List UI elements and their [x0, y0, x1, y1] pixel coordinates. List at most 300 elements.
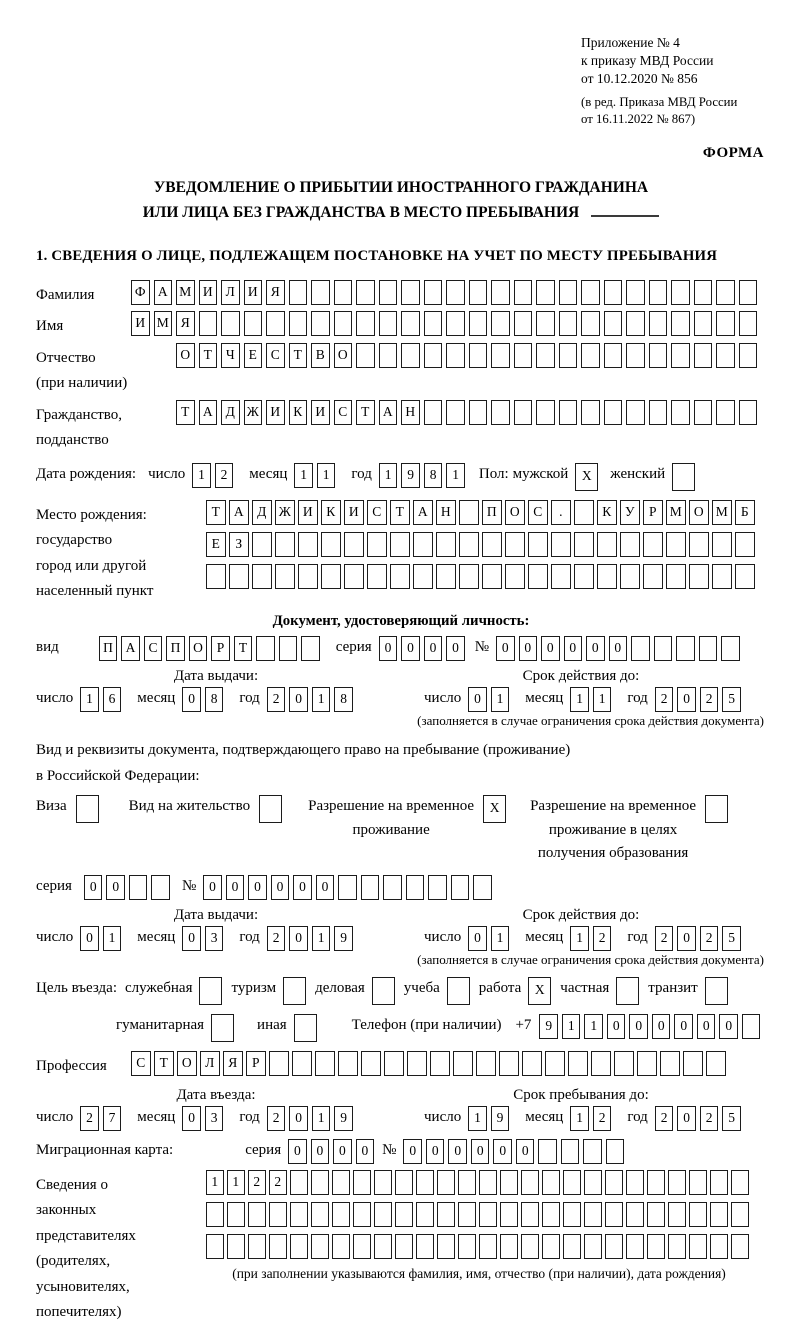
char-cell[interactable]: X — [483, 795, 506, 823]
entry-day-boxes[interactable] — [80, 1106, 125, 1131]
doc-expiry-year-boxes[interactable] — [655, 687, 745, 712]
char-cell[interactable]: 0 — [677, 1106, 696, 1131]
edu-residence-checkbox[interactable] — [705, 795, 728, 823]
char-cell[interactable] — [536, 311, 555, 336]
char-cell[interactable] — [649, 311, 668, 336]
char-cell[interactable]: 0 — [424, 636, 443, 661]
char-cell[interactable]: 2 — [593, 926, 612, 951]
char-cell[interactable] — [321, 564, 341, 589]
char-cell[interactable]: 9 — [539, 1014, 558, 1039]
char-cell[interactable] — [453, 1051, 473, 1076]
char-cell[interactable] — [482, 532, 502, 557]
char-cell[interactable] — [542, 1202, 560, 1227]
patronymic-boxes[interactable] — [176, 343, 761, 368]
char-cell[interactable] — [338, 875, 357, 900]
char-cell[interactable] — [436, 564, 456, 589]
char-cell[interactable] — [436, 532, 456, 557]
char-cell[interactable]: П — [166, 636, 185, 661]
char-cell[interactable] — [384, 1051, 404, 1076]
char-cell[interactable] — [311, 1234, 329, 1259]
residence-number-boxes[interactable] — [203, 875, 496, 900]
char-cell[interactable]: 2 — [80, 1106, 99, 1131]
char-cell[interactable] — [597, 564, 617, 589]
char-cell[interactable] — [559, 280, 578, 305]
char-cell[interactable]: 1 — [103, 926, 122, 951]
char-cell[interactable]: Ж — [275, 500, 295, 525]
char-cell[interactable] — [290, 1170, 308, 1195]
char-cell[interactable] — [199, 311, 218, 336]
citizenship-boxes[interactable] — [176, 400, 761, 425]
char-cell[interactable] — [626, 1234, 644, 1259]
char-cell[interactable]: 0 — [607, 1014, 626, 1039]
char-cell[interactable]: Я — [266, 280, 285, 305]
char-cell[interactable] — [735, 564, 755, 589]
char-cell[interactable]: 0 — [564, 636, 583, 661]
char-cell[interactable]: 0 — [379, 636, 398, 661]
char-cell[interactable] — [568, 1051, 588, 1076]
temp-residence-checkbox[interactable] — [483, 795, 506, 823]
char-cell[interactable] — [538, 1139, 557, 1164]
char-cell[interactable] — [311, 1202, 329, 1227]
char-cell[interactable] — [227, 1202, 245, 1227]
char-cell[interactable]: 6 — [103, 687, 122, 712]
char-cell[interactable]: 0 — [471, 1139, 490, 1164]
char-cell[interactable]: 5 — [722, 687, 741, 712]
char-cell[interactable] — [269, 1051, 289, 1076]
char-cell[interactable] — [689, 564, 709, 589]
char-cell[interactable] — [430, 1051, 450, 1076]
char-cell[interactable] — [275, 532, 295, 557]
char-cell[interactable] — [390, 564, 410, 589]
char-cell[interactable]: 1 — [446, 463, 465, 488]
char-cell[interactable] — [521, 1170, 539, 1195]
char-cell[interactable] — [514, 311, 533, 336]
char-cell[interactable]: Т — [199, 343, 218, 368]
char-cell[interactable] — [637, 1051, 657, 1076]
char-cell[interactable] — [528, 564, 548, 589]
char-cell[interactable]: 2 — [700, 926, 719, 951]
char-cell[interactable]: 0 — [697, 1014, 716, 1039]
char-cell[interactable]: 2 — [593, 1106, 612, 1131]
char-cell[interactable] — [605, 1234, 623, 1259]
char-cell[interactable] — [591, 1051, 611, 1076]
char-cell[interactable] — [705, 977, 728, 1005]
char-cell[interactable]: К — [597, 500, 617, 525]
char-cell[interactable] — [574, 564, 594, 589]
char-cell[interactable]: О — [505, 500, 525, 525]
char-cell[interactable] — [416, 1202, 434, 1227]
char-cell[interactable]: Ч — [221, 343, 240, 368]
char-cell[interactable]: 2 — [655, 687, 674, 712]
char-cell[interactable] — [479, 1234, 497, 1259]
char-cell[interactable]: 0 — [496, 636, 515, 661]
char-cell[interactable] — [372, 977, 395, 1005]
char-cell[interactable] — [521, 1234, 539, 1259]
char-cell[interactable]: 1 — [227, 1170, 245, 1195]
char-cell[interactable]: 1 — [379, 463, 398, 488]
char-cell[interactable] — [395, 1170, 413, 1195]
char-cell[interactable]: И — [244, 280, 263, 305]
char-cell[interactable]: И — [131, 311, 150, 336]
char-cell[interactable]: М — [712, 500, 732, 525]
char-cell[interactable] — [551, 564, 571, 589]
char-cell[interactable] — [671, 280, 690, 305]
residence-expiry-day-boxes[interactable] — [468, 926, 513, 951]
char-cell[interactable]: 2 — [655, 1106, 674, 1131]
char-cell[interactable]: С — [131, 1051, 151, 1076]
char-cell[interactable]: 2 — [248, 1170, 266, 1195]
char-cell[interactable] — [356, 311, 375, 336]
char-cell[interactable]: А — [413, 500, 433, 525]
char-cell[interactable]: Р — [211, 636, 230, 661]
char-cell[interactable] — [379, 311, 398, 336]
char-cell[interactable] — [712, 564, 732, 589]
char-cell[interactable] — [458, 1234, 476, 1259]
char-cell[interactable] — [551, 532, 571, 557]
char-cell[interactable]: 1 — [570, 687, 589, 712]
char-cell[interactable]: 0 — [541, 636, 560, 661]
purpose-work-checkbox[interactable] — [528, 977, 551, 1005]
char-cell[interactable]: 0 — [401, 636, 420, 661]
char-cell[interactable] — [689, 1170, 707, 1195]
char-cell[interactable]: 0 — [80, 926, 99, 951]
char-cell[interactable] — [671, 343, 690, 368]
char-cell[interactable]: 0 — [677, 687, 696, 712]
char-cell[interactable] — [413, 564, 433, 589]
char-cell[interactable] — [626, 1170, 644, 1195]
char-cell[interactable] — [383, 875, 402, 900]
char-cell[interactable] — [248, 1234, 266, 1259]
char-cell[interactable] — [353, 1170, 371, 1195]
char-cell[interactable] — [334, 280, 353, 305]
char-cell[interactable]: 1 — [312, 687, 331, 712]
char-cell[interactable] — [259, 795, 282, 823]
char-cell[interactable]: А — [229, 500, 249, 525]
char-cell[interactable]: 9 — [401, 463, 420, 488]
char-cell[interactable] — [269, 1202, 287, 1227]
char-cell[interactable] — [584, 1202, 602, 1227]
char-cell[interactable]: З — [229, 532, 249, 557]
char-cell[interactable] — [491, 280, 510, 305]
entry-year-boxes[interactable] — [267, 1106, 357, 1131]
char-cell[interactable] — [424, 280, 443, 305]
char-cell[interactable] — [311, 311, 330, 336]
sex-male-checkbox[interactable] — [575, 463, 598, 491]
char-cell[interactable]: Я — [223, 1051, 243, 1076]
char-cell[interactable] — [683, 1051, 703, 1076]
char-cell[interactable]: 0 — [719, 1014, 738, 1039]
residence-permit-checkbox[interactable] — [259, 795, 282, 823]
char-cell[interactable]: Т — [356, 400, 375, 425]
char-cell[interactable] — [353, 1234, 371, 1259]
char-cell[interactable] — [290, 1234, 308, 1259]
char-cell[interactable] — [505, 532, 525, 557]
representatives-boxes-row-1[interactable] — [206, 1170, 752, 1195]
char-cell[interactable] — [332, 1202, 350, 1227]
char-cell[interactable] — [416, 1170, 434, 1195]
char-cell[interactable]: Е — [206, 532, 226, 557]
char-cell[interactable] — [514, 400, 533, 425]
char-cell[interactable]: 8 — [424, 463, 443, 488]
char-cell[interactable] — [563, 1170, 581, 1195]
char-cell[interactable] — [482, 564, 502, 589]
char-cell[interactable] — [311, 280, 330, 305]
char-cell[interactable] — [581, 343, 600, 368]
char-cell[interactable]: Я — [176, 311, 195, 336]
char-cell[interactable] — [626, 280, 645, 305]
doc-expiry-month-boxes[interactable] — [570, 687, 615, 712]
char-cell[interactable]: 9 — [334, 1106, 353, 1131]
char-cell[interactable] — [542, 1234, 560, 1259]
char-cell[interactable] — [597, 532, 617, 557]
residence-issue-day-boxes[interactable] — [80, 926, 125, 951]
char-cell[interactable] — [469, 343, 488, 368]
char-cell[interactable] — [311, 1170, 329, 1195]
char-cell[interactable] — [606, 1139, 625, 1164]
char-cell[interactable] — [626, 400, 645, 425]
char-cell[interactable]: 2 — [267, 1106, 286, 1131]
purpose-private-checkbox[interactable] — [616, 977, 639, 1005]
char-cell[interactable] — [605, 1202, 623, 1227]
char-cell[interactable]: П — [99, 636, 118, 661]
char-cell[interactable] — [500, 1202, 518, 1227]
char-cell[interactable] — [604, 400, 623, 425]
char-cell[interactable]: 0 — [652, 1014, 671, 1039]
char-cell[interactable] — [574, 500, 594, 525]
char-cell[interactable] — [739, 343, 758, 368]
char-cell[interactable] — [275, 564, 295, 589]
char-cell[interactable] — [292, 1051, 312, 1076]
char-cell[interactable] — [739, 311, 758, 336]
char-cell[interactable] — [356, 343, 375, 368]
char-cell[interactable] — [739, 280, 758, 305]
char-cell[interactable]: 0 — [468, 926, 487, 951]
char-cell[interactable]: С — [334, 400, 353, 425]
char-cell[interactable]: 0 — [468, 687, 487, 712]
char-cell[interactable] — [367, 564, 387, 589]
char-cell[interactable] — [338, 1051, 358, 1076]
char-cell[interactable] — [647, 1234, 665, 1259]
char-cell[interactable] — [413, 532, 433, 557]
char-cell[interactable] — [424, 343, 443, 368]
char-cell[interactable]: М — [666, 500, 686, 525]
char-cell[interactable] — [660, 1051, 680, 1076]
char-cell[interactable]: 0 — [182, 1106, 201, 1131]
char-cell[interactable]: 0 — [289, 926, 308, 951]
char-cell[interactable] — [473, 875, 492, 900]
char-cell[interactable] — [731, 1202, 749, 1227]
char-cell[interactable]: О — [177, 1051, 197, 1076]
char-cell[interactable]: А — [199, 400, 218, 425]
char-cell[interactable] — [574, 532, 594, 557]
char-cell[interactable] — [620, 532, 640, 557]
char-cell[interactable]: 0 — [288, 1139, 307, 1164]
char-cell[interactable]: О — [176, 343, 195, 368]
char-cell[interactable] — [361, 1051, 381, 1076]
char-cell[interactable] — [248, 1202, 266, 1227]
char-cell[interactable] — [361, 875, 380, 900]
char-cell[interactable]: 3 — [205, 1106, 224, 1131]
char-cell[interactable]: 1 — [570, 1106, 589, 1131]
char-cell[interactable] — [479, 1170, 497, 1195]
char-cell[interactable] — [716, 311, 735, 336]
char-cell[interactable] — [469, 400, 488, 425]
char-cell[interactable]: 2 — [700, 687, 719, 712]
char-cell[interactable] — [614, 1051, 634, 1076]
phone-boxes[interactable] — [539, 1014, 764, 1039]
char-cell[interactable] — [666, 564, 686, 589]
char-cell[interactable] — [522, 1051, 542, 1076]
char-cell[interactable] — [620, 564, 640, 589]
char-cell[interactable]: 2 — [215, 463, 234, 488]
char-cell[interactable]: Т — [390, 500, 410, 525]
char-cell[interactable] — [643, 564, 663, 589]
char-cell[interactable] — [710, 1170, 728, 1195]
char-cell[interactable]: С — [144, 636, 163, 661]
char-cell[interactable] — [605, 1170, 623, 1195]
char-cell[interactable] — [446, 311, 465, 336]
char-cell[interactable] — [584, 1170, 602, 1195]
char-cell[interactable] — [344, 564, 364, 589]
birth-month-boxes[interactable] — [294, 463, 339, 488]
char-cell[interactable]: П — [482, 500, 502, 525]
doc-expiry-day-boxes[interactable] — [468, 687, 513, 712]
char-cell[interactable] — [289, 311, 308, 336]
firstname-boxes[interactable] — [131, 311, 761, 336]
char-cell[interactable] — [528, 532, 548, 557]
surname-boxes[interactable] — [131, 280, 761, 305]
char-cell[interactable]: 0 — [516, 1139, 535, 1164]
char-cell[interactable] — [289, 280, 308, 305]
doc-series-boxes[interactable] — [379, 636, 469, 661]
char-cell[interactable] — [294, 1014, 317, 1042]
char-cell[interactable]: У — [620, 500, 640, 525]
residence-expiry-year-boxes[interactable] — [655, 926, 745, 951]
birth-place-boxes-row-2[interactable] — [206, 532, 758, 557]
char-cell[interactable] — [424, 400, 443, 425]
char-cell[interactable]: 1 — [584, 1014, 603, 1039]
char-cell[interactable] — [668, 1170, 686, 1195]
stay-year-boxes[interactable] — [655, 1106, 745, 1131]
char-cell[interactable] — [654, 636, 673, 661]
char-cell[interactable]: А — [121, 636, 140, 661]
char-cell[interactable]: 3 — [205, 926, 224, 951]
char-cell[interactable] — [694, 311, 713, 336]
char-cell[interactable] — [514, 280, 533, 305]
char-cell[interactable]: А — [379, 400, 398, 425]
char-cell[interactable] — [401, 280, 420, 305]
char-cell[interactable] — [356, 280, 375, 305]
char-cell[interactable] — [476, 1051, 496, 1076]
char-cell[interactable] — [256, 636, 275, 661]
char-cell[interactable] — [710, 1202, 728, 1227]
char-cell[interactable]: 0 — [84, 875, 103, 900]
entry-month-boxes[interactable] — [182, 1106, 227, 1131]
char-cell[interactable]: X — [528, 977, 551, 1005]
char-cell[interactable]: Ж — [244, 400, 263, 425]
char-cell[interactable] — [676, 636, 695, 661]
char-cell[interactable] — [542, 1170, 560, 1195]
char-cell[interactable]: 0 — [403, 1139, 422, 1164]
char-cell[interactable] — [699, 636, 718, 661]
char-cell[interactable] — [479, 1202, 497, 1227]
char-cell[interactable] — [206, 1234, 224, 1259]
char-cell[interactable]: 1 — [593, 687, 612, 712]
char-cell[interactable] — [626, 343, 645, 368]
char-cell[interactable] — [416, 1234, 434, 1259]
char-cell[interactable]: Д — [252, 500, 272, 525]
char-cell[interactable] — [671, 311, 690, 336]
char-cell[interactable] — [437, 1202, 455, 1227]
char-cell[interactable]: И — [344, 500, 364, 525]
char-cell[interactable] — [521, 1202, 539, 1227]
char-cell[interactable] — [689, 1202, 707, 1227]
char-cell[interactable] — [321, 532, 341, 557]
char-cell[interactable]: 0 — [289, 1106, 308, 1131]
char-cell[interactable]: Н — [436, 500, 456, 525]
char-cell[interactable] — [499, 1051, 519, 1076]
char-cell[interactable]: 0 — [677, 926, 696, 951]
profession-boxes[interactable] — [131, 1051, 729, 1076]
char-cell[interactable] — [668, 1234, 686, 1259]
char-cell[interactable] — [252, 564, 272, 589]
doc-issue-day-boxes[interactable] — [80, 687, 125, 712]
char-cell[interactable] — [76, 795, 99, 823]
char-cell[interactable] — [735, 532, 755, 557]
char-cell[interactable] — [694, 280, 713, 305]
char-cell[interactable]: Д — [221, 400, 240, 425]
char-cell[interactable] — [491, 400, 510, 425]
char-cell[interactable]: 0 — [609, 636, 628, 661]
char-cell[interactable]: Л — [221, 280, 240, 305]
char-cell[interactable] — [581, 400, 600, 425]
char-cell[interactable] — [583, 1139, 602, 1164]
residence-issue-month-boxes[interactable] — [182, 926, 227, 951]
char-cell[interactable] — [536, 400, 555, 425]
char-cell[interactable] — [666, 532, 686, 557]
char-cell[interactable] — [545, 1051, 565, 1076]
char-cell[interactable] — [731, 1234, 749, 1259]
char-cell[interactable] — [290, 1202, 308, 1227]
char-cell[interactable] — [332, 1170, 350, 1195]
char-cell[interactable] — [668, 1202, 686, 1227]
char-cell[interactable] — [631, 636, 650, 661]
char-cell[interactable] — [469, 311, 488, 336]
char-cell[interactable]: Т — [154, 1051, 174, 1076]
char-cell[interactable] — [500, 1234, 518, 1259]
char-cell[interactable]: М — [176, 280, 195, 305]
char-cell[interactable] — [428, 875, 447, 900]
char-cell[interactable] — [379, 343, 398, 368]
char-cell[interactable] — [437, 1234, 455, 1259]
char-cell[interactable] — [269, 1234, 287, 1259]
char-cell[interactable] — [229, 564, 249, 589]
char-cell[interactable] — [491, 311, 510, 336]
char-cell[interactable] — [407, 1051, 427, 1076]
char-cell[interactable]: 0 — [289, 687, 308, 712]
char-cell[interactable] — [401, 343, 420, 368]
char-cell[interactable]: 0 — [226, 875, 245, 900]
purpose-business-checkbox[interactable] — [372, 977, 395, 1005]
char-cell[interactable]: 0 — [493, 1139, 512, 1164]
char-cell[interactable] — [469, 280, 488, 305]
char-cell[interactable]: Н — [401, 400, 420, 425]
char-cell[interactable] — [199, 977, 222, 1005]
char-cell[interactable]: 1 — [570, 926, 589, 951]
residence-series-boxes[interactable] — [84, 875, 174, 900]
char-cell[interactable]: Л — [200, 1051, 220, 1076]
char-cell[interactable] — [706, 1051, 726, 1076]
